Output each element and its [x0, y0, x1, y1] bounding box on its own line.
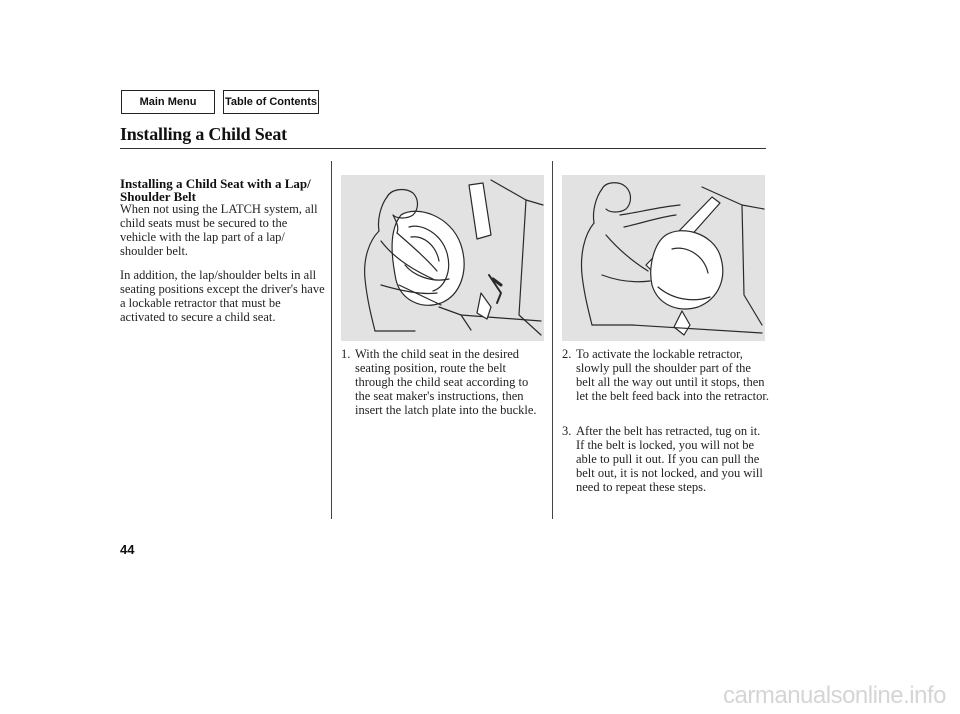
table-of-contents-button[interactable]: Table of Contents: [223, 90, 319, 114]
step-text: To activate the lockable retractor, slowly pull the shoulder part of the belt all the way out until it stops, then let the belt feed back into the retractor.: [576, 347, 769, 403]
child-seat-belt-routing-illustration: [341, 175, 544, 341]
step-number: 3.: [562, 424, 572, 438]
step-text: With the child seat in the desired seating position, route the belt through the child seat according to the seat maker's instructions, then insert the latch plate into the buckle.: [355, 347, 537, 417]
page-number: 44: [120, 542, 135, 557]
lockable-retractor-illustration: [562, 175, 765, 341]
step-number: 1.: [341, 347, 351, 361]
section-heading: Installing a Child Seat with a Lap/ Shoulder Belt: [120, 176, 311, 204]
step-2: [562, 347, 770, 403]
step-text: After the belt has retracted, tug on it. If the belt is locked, you will not be able to pull it out. If you can pull the belt out, it is not locked, and you will need to repeat these steps.: [576, 424, 763, 494]
addition-paragraph: In addition, the lap/shoulder belts in all seating positions except the driver's have a lockable retractor that must be activated to secure a child seat.: [120, 268, 325, 324]
step-1: [341, 347, 546, 417]
page-title: Installing a Child Seat: [120, 124, 287, 144]
main-menu-button[interactable]: Main Menu: [121, 90, 215, 114]
step-number: 2.: [562, 347, 572, 361]
watermark: carmanualsonline.info: [723, 682, 946, 709]
column-divider-right: [552, 161, 553, 519]
title-divider: [120, 148, 766, 149]
step-3: [562, 424, 770, 494]
column-divider-left: [331, 161, 332, 519]
intro-paragraph: When not using the LATCH system, all child seats must be secured to the vehicle with the lap part of a lap/ shoulder belt.: [120, 202, 318, 258]
